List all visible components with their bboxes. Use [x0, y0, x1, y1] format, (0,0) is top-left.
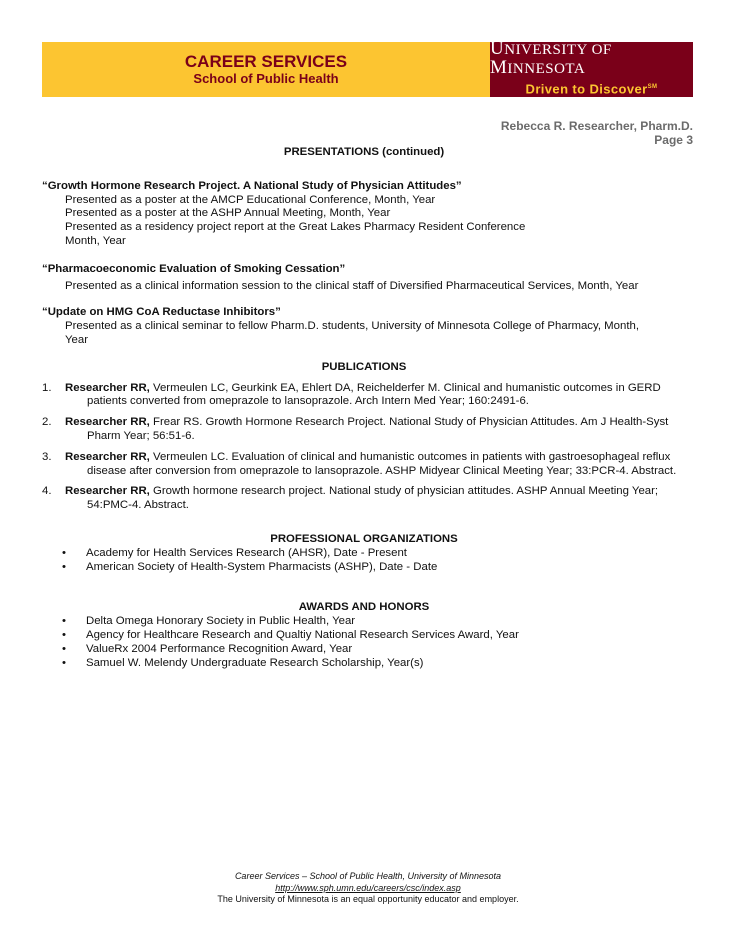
presentation-line: Presented as a residency project report at the Great Lakes Pharmacy Resident Conference — [65, 221, 526, 234]
publication-number: 1. — [42, 381, 52, 394]
bullet-icon: • — [62, 560, 66, 573]
organizations-heading: PROFESSIONAL ORGANIZATIONS — [270, 532, 458, 545]
publication-citation — [65, 382, 686, 410]
presentation-entry — [42, 306, 686, 347]
publication-citation — [65, 485, 686, 513]
footer-eeo-statement: The University of Minnesota is an equal opportunity educator and employer. — [217, 894, 519, 904]
page-footer — [0, 871, 736, 906]
publication-number: 2. — [42, 416, 52, 429]
awards-heading: AWARDS AND HONORS — [298, 601, 430, 614]
resume-body — [42, 146, 686, 670]
presentation-line: Presented as a clinical seminar to fellow Pharm.D. students, University of Minnesota College of Pharmacy, Month, — [65, 320, 640, 333]
publication-item — [42, 416, 686, 444]
list-item: • ValueRx 2004 Performance Recognition Award, Year — [42, 643, 686, 657]
publications-heading: PUBLICATIONS — [321, 360, 407, 373]
publication-text: Vermeulen LC. Evaluation of clinical and humanistic outcomes in patients with gastroesophageal reflux disease after conversion from omeprazole to lansoprazole. ASHP Midyear Clinical Meeting Year; 33:PCR-4. Abstract. — [87, 450, 677, 477]
university-wordmark: UNIVERSITY OF MINNESOTA — [490, 38, 612, 79]
presentation-line: Month, Year — [65, 234, 126, 247]
publication-author: Researcher RR, — [65, 381, 150, 394]
list-item: • Agency for Healthcare Research and Qualtiy National Research Services Award, Year — [42, 629, 686, 643]
presentation-line: Presented as a clinical information session to the clinical staff of Diversified Pharmaceutical Services, Month, Year — [65, 279, 639, 292]
header-title: CAREER SERVICES — [184, 52, 348, 71]
footer-org: Career Services – School of Public Health, University of Minnesota — [234, 871, 502, 881]
list-item: • American Society of Health-System Pharmacists (ASHP), Date - Date — [42, 561, 686, 575]
presentation-line: Year — [65, 333, 89, 346]
bullet-icon: • — [62, 656, 66, 669]
publication-text: Frear RS. Growth Hormone Research Project. National Study of Physician Attitudes. Am J Health-Syst Pharm Year; 56:51-6. — [87, 416, 669, 442]
publication-author: Researcher RR, — [65, 485, 150, 498]
presentation-line: Presented as a poster at the AMCP Educational Conference, Month, Year — [65, 193, 436, 206]
career-services-banner — [42, 42, 490, 97]
presentation-entry — [42, 180, 686, 249]
bullet-icon: • — [62, 628, 66, 641]
awards-list — [42, 615, 686, 670]
presentation-line: Presented as a poster at the ASHP Annual Meeting, Month, Year — [65, 207, 391, 220]
list-item: • Delta Omega Honorary Society in Public Health, Year — [42, 615, 686, 629]
page-identifier — [501, 119, 693, 147]
bullet-icon: • — [62, 615, 66, 628]
publication-citation — [65, 416, 686, 444]
presentations-heading: PRESENTATIONS (continued) — [283, 146, 445, 158]
publication-item — [42, 485, 686, 513]
list-item: • Samuel W. Melendy Undergraduate Research Scholarship, Year(s) — [42, 657, 686, 671]
presentation-title: “Growth Hormone Research Project. A National Study of Physician Attitudes” — [42, 179, 462, 192]
publication-text: Growth hormone research project. National study of physician attitudes. ASHP Annual Meeting Year; 54:PMC-4. Abstract. — [87, 485, 659, 512]
publication-text: Vermeulen LC, Geurkink EA, Ehlert DA, Reichelderfer M. Clinical and humanistic outcomes in GERD patients converted from omeprazole to lansoprazole. Arch Intern Med Year; 160:2491-6. — [87, 381, 661, 408]
publication-citation — [65, 451, 686, 479]
presentation-title: “Update on HMG CoA Reductase Inhibitors” — [42, 306, 281, 319]
header-subtitle: School of Public Health — [193, 71, 339, 86]
publication-author: Researcher RR, — [65, 416, 150, 429]
publication-author: Researcher RR, — [65, 450, 150, 463]
university-tagline: Driven to Discover℠ — [525, 81, 658, 97]
university-logo — [490, 38, 693, 97]
publication-item — [42, 382, 686, 410]
footer-link[interactable]: http://www.sph.umn.edu/careers/csc/index.asp — [275, 882, 461, 893]
bullet-icon: • — [62, 546, 66, 559]
author-name: Rebecca R. Researcher, Pharm.D. — [500, 119, 693, 133]
page-header — [42, 38, 693, 97]
organizations-list — [42, 547, 686, 575]
bullet-icon: • — [62, 642, 66, 655]
publication-number: 4. — [42, 485, 52, 498]
presentation-title: “Pharmacoeconomic Evaluation of Smoking Cessation” — [42, 262, 346, 275]
presentation-entry — [42, 263, 686, 294]
page-number: Page 3 — [654, 133, 693, 147]
publication-item — [42, 451, 686, 479]
publication-number: 3. — [42, 450, 52, 463]
list-item: • Academy for Health Services Research (AHSR), Date - Present — [42, 547, 686, 561]
